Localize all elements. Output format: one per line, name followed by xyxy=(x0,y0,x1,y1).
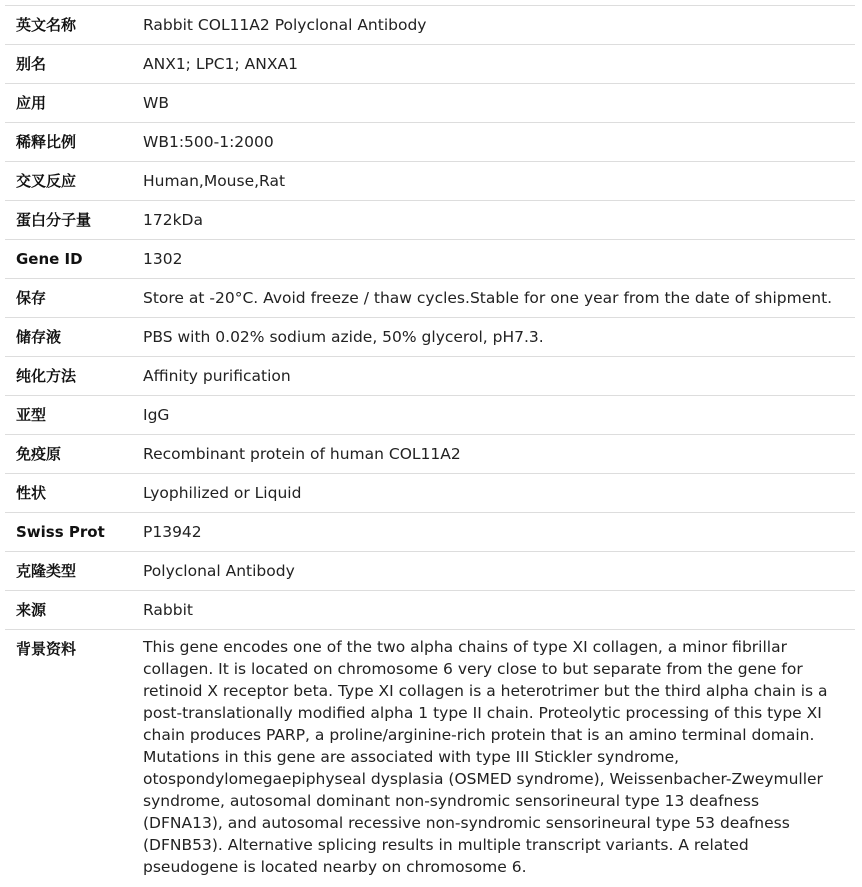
spec-label: 英文名称 xyxy=(16,16,77,34)
spec-value: Affinity purification xyxy=(143,367,291,385)
spec-label: 免疫原 xyxy=(16,445,62,463)
spec-row-storage xyxy=(5,279,855,318)
spec-row-buffer xyxy=(5,318,855,357)
spec-value: Lyophilized or Liquid xyxy=(143,484,302,502)
spec-value: P13942 xyxy=(143,523,202,541)
spec-row-molecular-weight xyxy=(5,201,855,240)
spec-label: 背景资料 xyxy=(16,640,77,658)
spec-label: 稀释比例 xyxy=(16,133,77,151)
spec-row-isotype xyxy=(5,396,855,435)
product-spec-table xyxy=(5,5,855,878)
spec-label: 亚型 xyxy=(16,406,47,424)
spec-row-alias xyxy=(5,45,855,84)
spec-label: 蛋白分子量 xyxy=(16,211,92,229)
spec-value: IgG xyxy=(143,406,170,424)
spec-row-reactivity xyxy=(5,162,855,201)
spec-label: Gene ID xyxy=(16,250,83,268)
spec-value: Rabbit xyxy=(143,601,193,619)
spec-value: PBS with 0.02% sodium azide, 50% glycerol, pH7.3. xyxy=(143,328,544,346)
spec-value: Polyclonal Antibody xyxy=(143,562,295,580)
spec-label: Swiss Prot xyxy=(16,523,105,541)
spec-row-background xyxy=(5,630,855,879)
spec-row-swiss-prot xyxy=(5,513,855,552)
spec-value: 172kDa xyxy=(143,211,203,229)
spec-row-immunogen xyxy=(5,435,855,474)
spec-label: 储存液 xyxy=(16,328,62,346)
spec-label: 别名 xyxy=(16,55,47,73)
spec-row-application xyxy=(5,84,855,123)
spec-value: Recombinant protein of human COL11A2 xyxy=(143,445,461,463)
spec-row-dilution xyxy=(5,123,855,162)
spec-value: WB1:500-1:2000 xyxy=(143,133,274,151)
spec-label: 来源 xyxy=(16,601,47,619)
background-text: This gene encodes one of the two alpha chains of type XI collagen, a minor fibrillar collagen. It is located on chromosome 6 very close to but separate from the gene for retinoid X receptor beta. Type XI collagen is a heterotrimer but the third alpha chain is a post-translationally modified alpha 1 type II chain. Proteolytic processing of this type XI chain produces PARP, a proline/arginine-rich protein that is an amino terminal domain. Mutations in this gene are associated with type III Stickler syndrome, otospondylomegaepiphyseal dysplasia (OSMED syndrome), Weissenbacher-Zweymuller syndrome, autosomal dominant non-syndromic sensorineural type 13 deafness (DFNA13), and autosomal recessive non-syndromic sensorineural type 53 deafness (DFNB53). Alternative splicing results in multiple transcript variants. A related pseudogene is located nearby on chromosome 6. xyxy=(143,638,828,876)
spec-row-purification xyxy=(5,357,855,396)
spec-label: 应用 xyxy=(16,94,47,112)
spec-row-clonality xyxy=(5,552,855,591)
spec-table-body xyxy=(5,6,855,879)
spec-row-form xyxy=(5,474,855,513)
spec-label: 克隆类型 xyxy=(16,562,77,580)
spec-label: 纯化方法 xyxy=(16,367,77,385)
spec-label: 交叉反应 xyxy=(16,172,77,190)
spec-row-gene-id xyxy=(5,240,855,279)
spec-value: WB xyxy=(143,94,169,112)
spec-label: 性状 xyxy=(16,484,47,502)
spec-row-english-name xyxy=(5,6,855,45)
spec-value: Store at -20°C. Avoid freeze / thaw cycles.Stable for one year from the date of shipment. xyxy=(143,289,833,307)
spec-row-host xyxy=(5,591,855,630)
spec-value: 1302 xyxy=(143,250,183,268)
spec-value: ANX1; LPC1; ANXA1 xyxy=(143,55,298,73)
spec-label: 保存 xyxy=(16,289,47,307)
spec-value: Human,Mouse,Rat xyxy=(143,172,286,190)
spec-value: Rabbit COL11A2 Polyclonal Antibody xyxy=(143,16,427,34)
